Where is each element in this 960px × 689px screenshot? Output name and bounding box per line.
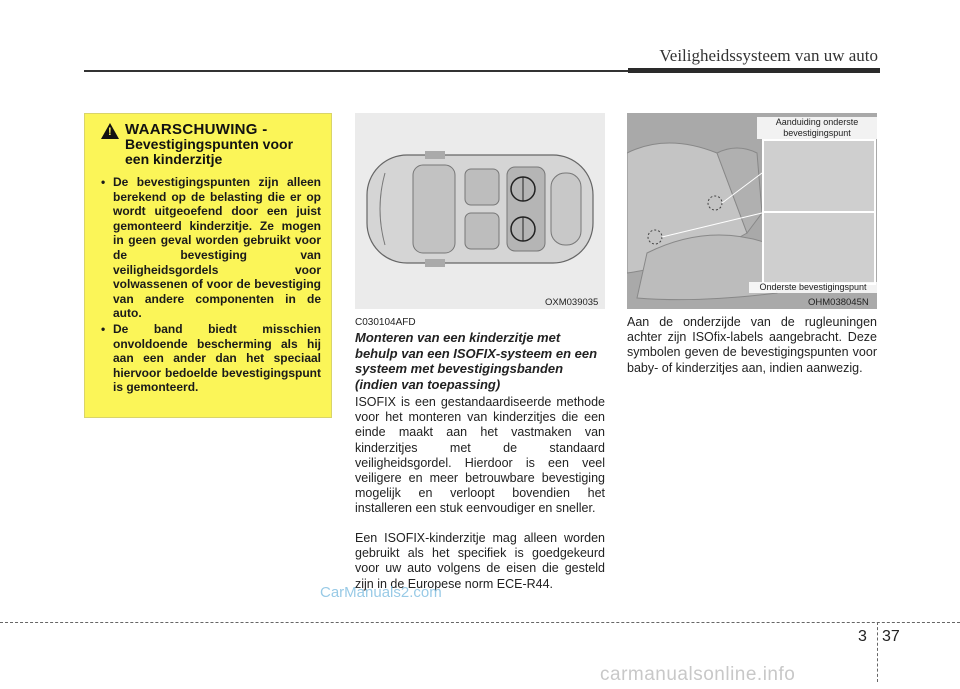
warning-icon: ! [101,123,119,139]
car-topview-illustration [355,113,605,309]
isofix-label-paragraph: Aan de onderzijde van de rugleuningen achter zijn ISOfix-labels aangebracht. Deze symbolen geven de bevestigingspunten voor baby- of kinderzitjes aan, indien aanwezig. [627,315,877,375]
anchor-inset [762,211,876,285]
watermark-carmanualsonline: carmanualsonline.info [600,664,796,685]
warning-item: • De band biedt misschien onvoldoende bescherming als hij aan een ander dan het speciaal hiervoor bedoelde bevestigingspunt is gemonteerd. [101,322,321,395]
warning-box [84,113,332,418]
chapter-number: 3 [858,628,867,645]
section-heading: Monteren van een kinderzitje met behulp van een ISOFIX-systeem en een systeem met bevestigingsbanden (indien van toepassing) [355,330,598,392]
section-reference-code: C030104AFD [355,317,416,328]
page-number: 37 [882,628,900,645]
figure2-code: OHM038045N [808,297,869,308]
callout-label-bottom: Onderste bevestigingspunt [749,282,877,293]
footer-divider [877,622,878,682]
warning-item: • De bevestigingspunten zijn alleen berekend op de belasting die er op wordt uitgeoefend door een juist gemonteerd kinderzitje. Ze mogen in geen geval worden gebruikt voor de bevestiging van veiligheidsgordels voor volwassenen of voor de bevestiging van andere componenten in de auto. [101,175,321,321]
warning-title: WAARSCHUWING - Bevestigingspunten voor een kinderzitje [125,121,294,167]
figure1-code: OXM039035 [545,297,599,308]
isofix-paragraph-2: Een ISOFIX-kinderzitje mag alleen worden gebruikt als het specifiek is goedgekeurd voor uw auto volgens de eisen die gesteld zijn in de Europese norm ECE-R44. [355,531,605,591]
warning-list [101,175,321,395]
header-title: Veiligheidssysteem van uw auto [659,46,878,65]
car-topview-figure [355,113,605,309]
callout-label-top: Aanduiding onderste bevestigingspunt [757,117,877,139]
rear-seat-figure [627,113,877,309]
watermark-carmanuals: CarManuals2.com [320,584,442,601]
label-inset [762,139,876,215]
footer-rule [0,622,960,623]
isofix-paragraph-1: ISOFIX is een gestandaardiseerde methode voor het monteren van kinderzitjes die een einde maakt aan het vastmaken van kinderzitjes met de standaard veiligheidsgordel. Hierdoor is een veel veiligere en meer betrouwbare bevestiging mogelijk en verloopt bovendien het installeren een stuk eenvoudiger en sneller. [355,395,605,516]
header-rule-accent [628,68,880,73]
